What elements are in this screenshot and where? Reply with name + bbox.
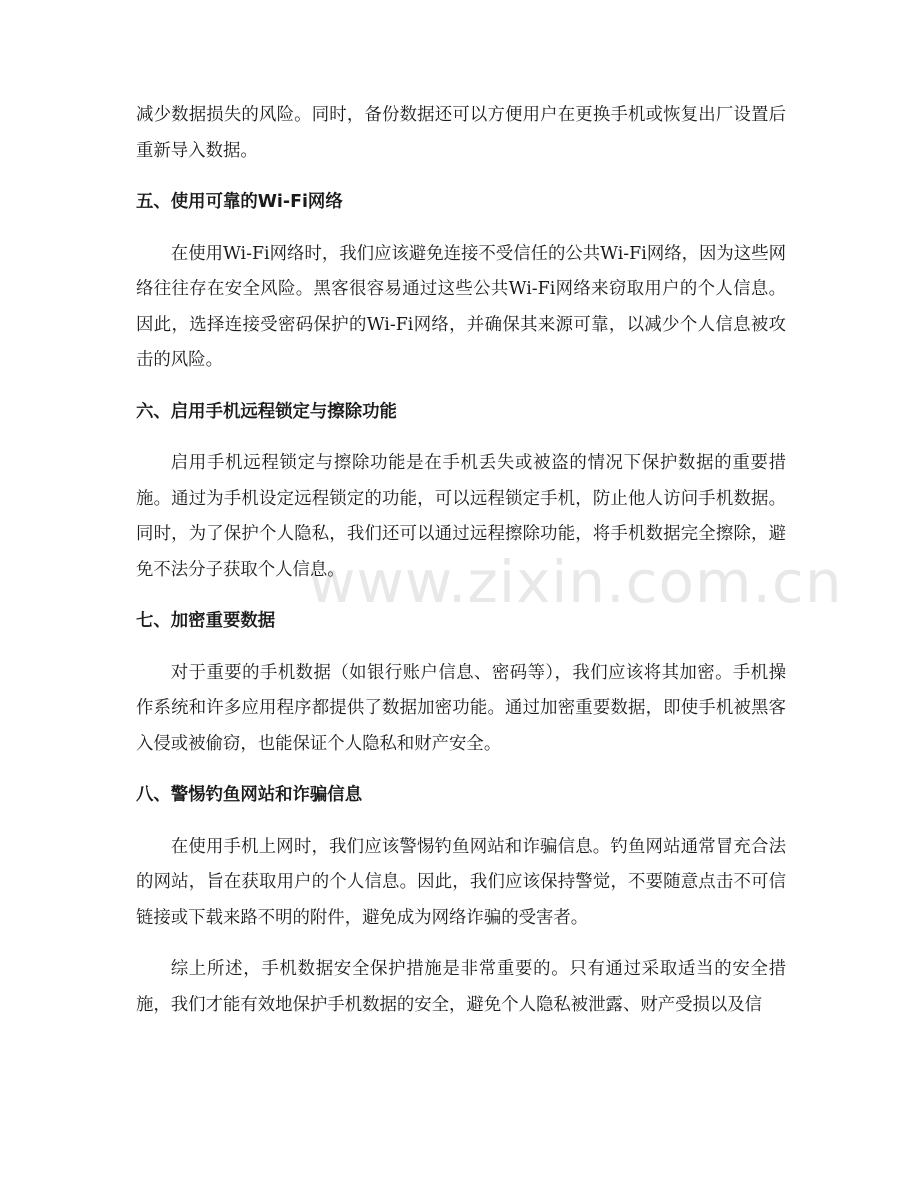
section-5-paragraph: 在使用Wi-Fi网络时，我们应该避免连接不受信任的公共Wi-Fi网络，因为这些网络往往存在安全风险。黑客很容易通过这些公共Wi-Fi网络来窃取用户的个人信息。因此，选择连接受密码保护的Wi-Fi网络，并确保其来源可靠，以减少个人信息被攻击的风险。	[136, 243, 786, 370]
section-6-paragraph: 启用手机远程锁定与擦除功能是在手机丢失或被盗的情况下保护数据的重要措施。通过为手机设定远程锁定的功能，可以远程锁定手机，防止他人访问手机数据。同时，为了保护个人隐私，我们还可以通过远程擦除功能，将手机数据完全擦除，避免不法分子获取个人信息。	[136, 453, 786, 580]
section-heading-6: 六、启用手机远程锁定与擦除功能	[136, 401, 397, 422]
watermark: www.zixin.com.cn	[308, 548, 843, 616]
document-body	[136, 98, 786, 1023]
section-8-paragraph: 在使用手机上网时，我们应该警惕钓鱼网站和诈骗信息。钓鱼网站通常冒充合法的网站，旨在获取用户的个人信息。因此，我们应该保持警觉，不要随意点击不可信链接或下载来路不明的附件，避免成为网络诈骗的受害者。	[136, 836, 786, 928]
section-heading-5: 五、使用可靠的Wi-Fi网络	[136, 192, 343, 212]
intro-paragraph: 减少数据损失的风险。同时，备份数据还可以方便用户在更换手机或恢复出厂设置后重新导入数据。	[136, 105, 786, 161]
section-heading-7: 七、加密重要数据	[136, 611, 276, 631]
section-7-paragraph: 对于重要的手机数据（如银行账户信息、密码等），我们应该将其加密。手机操作系统和许多应用程序都提供了数据加密功能。通过加密重要数据，即使手机被黑客入侵或被偷窃，也能保证个人隐私和财产安全。	[136, 662, 786, 754]
section-heading-8: 八、警惕钓鱼网站和诈骗信息	[136, 785, 363, 805]
conclusion-paragraph: 综上所述，手机数据安全保护措施是非常重要的。只有通过采取适当的安全措施，我们才能有效地保护手机数据的安全，避免个人隐私被泄露、财产受损以及信	[136, 959, 786, 1015]
